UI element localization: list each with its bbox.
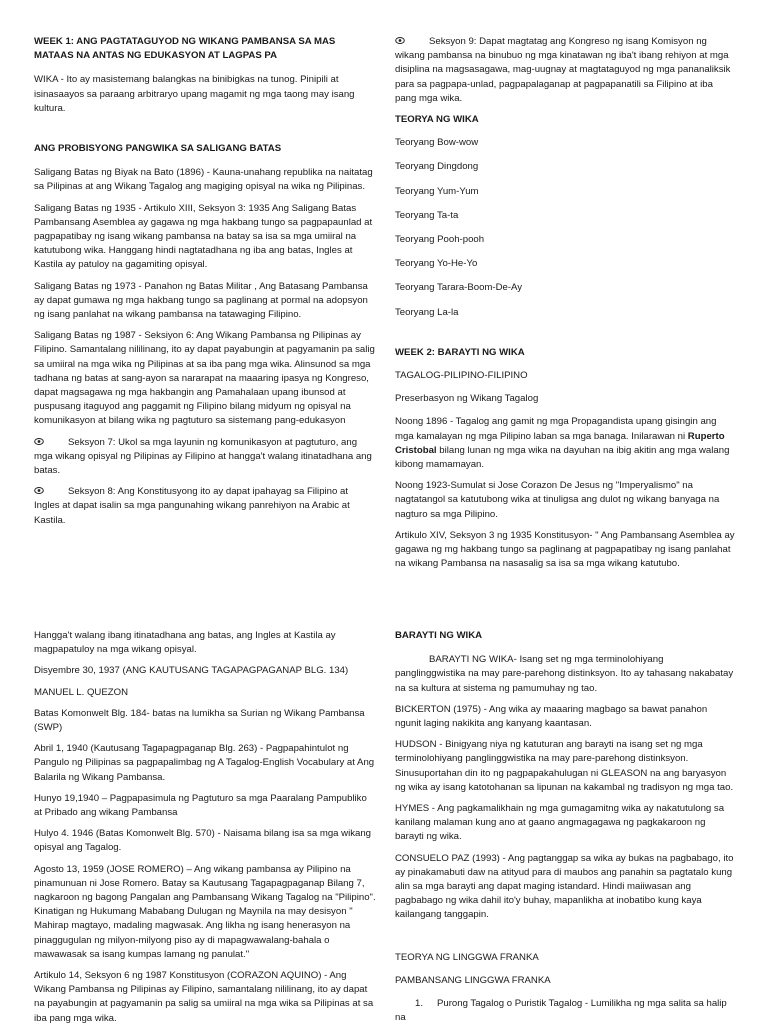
teorya-title: TEORYA NG WIKA [395,114,479,126]
seksyon-8 [34,485,376,528]
teorya-item: Teoryang Dingdong [395,161,479,173]
eye-bullet-icon [34,437,44,446]
list-item [395,997,735,1025]
artikulo-xiv: Artikulo XIV, Seksyon 3 ng 1935 Konstitusyon- " Ang Pambansang Asemblea ay gagawa ng mg hakbang tungo sa paglinang at pagpapatibay ng isang panlahat na wikang Pambansa na nasasalig sa isa sa mga wikang katutubo. [395,529,735,570]
paragraph-1935: Saligang Batas ng 1935 - Artikulo XIII, Seksyon 3: 1935 Ang Saligang Batas Pambansang Asemblea ay gagawa ng mga hakbang tungo sa pagpapaunlad at pagpapatibay ng isang wikang pambansa na batay sa isa sa mga umiiral na katutubong wika. Hanggang hindi nagtatadhana ng iba ang batas, Ingles at Kastila ay patuloy na gagamiting opisyal. [34,202,373,271]
ruperto-cristobal: Ruperto Cristobal [395,430,725,456]
page1-left-column [34,35,376,535]
seksyon-9-text: Seksyon 9: Dapat magtatag ang Kongreso ng isang Komisyon ng wikang pambansa na binubuo ng mga kinatawan ng iba't ibang rehiyon at mga disiplina na magsasagawa, mag-uugnay at magtataguyod ng mga pananaliksik para sa pagpapa-unlad, pagpapalaganap at pagpapanatili sa Filipino at iba pang mga wika. [395,36,731,104]
probisyon-title: ANG PROBISYONG PANGWIKA SA SALIGANG BATAS [34,143,282,155]
artikulo-14-1987: Artikulo 14, Seksyon 6 ng 1987 Konstitusyon (CORAZON AQUINO) - Ang Wikang Pambansa ng Pilipinas ay Filipino, samantalang nililinang, ito ay dapat na payabungin at pagyamanin pa salig sa umiiral na mga wika sa Pilipinas at sa iba pang mga wika. [34,970,374,1024]
noong-1923: Noong 1923-Sumulat si Jose Corazon De Jesus ng "Imperyalismo" na nagtatangol sa katutubong wika at tinuligsa ang dulot ng wikang banyaga na nagturo sa mga Pilipino. [395,480,720,520]
page2-right-column [395,629,735,1032]
abril-1940: Abril 1, 1940 (Kautusang Tagapagpaganap Blg. 263) - Pagpapahintulot ng Pangulo ng Pilipinas sa pagpapalimbag ng A Tagalog-English Vocabulary at Ang Balarila ng Wikang Pambansa. [34,743,375,783]
teorya-item: Teoryang La-la [395,306,459,318]
teorya-item: Teoryang Yum-Yum [395,185,479,197]
noong-1896 [395,415,735,472]
batas-184: Batas Komonwelt Blg. 184- batas na lumikha sa Surian ng Wikang Pambansa (SWP) [34,707,365,734]
hulyo-1946: Hulyo 4. 1946 (Batas Komonwelt Blg. 570) - Naisama bilang isa sa mga wikang opisyal ang Tagalog. [34,828,372,854]
seksyon-7 [34,436,376,479]
agosto-1959: Agosto 13, 1959 (JOSE ROMERO) – Ang wikang pambansa ay Pilipino na pinamunuan ni Jose Romero. Batay sa Kautusang Tagapagpaganap Bilang 7, nagkaroon ng bagong Pangalan ang Pambansang Wikang Tagalog na "Pilipino". Kinatigan ng Hukumang Mababang Dulugan ng Maynila na may desisyon " Mahirap magtayo, madaling magwasak. Ang likha ng isang henerasyon na pinaggugulan ng milyon-milyong piso ay di mapagwawalang-bahala o mawawasak sa isang kumpas lamang ng panulat." [34,863,376,960]
barayti-definition-text: BARAYTI NG WIKA- Isang set ng mga terminolohiyang panglinggwistika na may pare-parehong distinksyon. Ito ay tahasang nakabatay na sa kultura at sistema ng pamumuhay ng tao. [395,654,734,694]
list-item-text: Purong Tagalog o Puristik Tagalog - Lumilikha ng mga salita sa halip na [395,998,727,1024]
paragraph-biyak-na-bato: Saligang Batas ng Biyak na Bato (1896) - Kauna-unahang republika na naitatag sa Pilipinas at ang Wikang Tagalog ang magiging opisyal na wika ng Pilipinas. [34,167,373,193]
page2-left-column [34,629,376,1033]
teorya-item: Teoryang Pooh-pooh [395,234,485,246]
lingua-franca-title: TEORYA NG LINGGWA FRANKA [395,951,539,963]
manuel-quezon: MANUEL L. QUEZON [34,686,128,698]
disyembre-1937: Disyembre 30, 1937 (ANG KAUTUSANG TAGAPAGPAGANAP BLG. 134) [34,665,349,677]
week1-title: WEEK 1: ANG PAGTATAGUYOD NG WIKANG PAMBANSA SA MAS MATAAS NA ANTAS NG EDUKASYON AT LAGPAS PA [34,36,336,62]
teorya-item: Teoryang Yo-He-Yo [395,258,478,270]
pambansang-lingua-franca: PAMBANSANG LINGGWA FRANKA [395,974,551,986]
eye-bullet-icon [395,36,405,45]
hangga-paragraph: Hangga't walang ibang itinatadhana ang batas, ang Ingles at Kastila ay magpapatuloy na mga wikang opisyal. [34,630,336,656]
paragraph-1987: Saligang Batas ng 1987 - Seksiyon 6: Ang Wikang Pambansa ng Pilipinas ay Filipino. Samantalang nililinang, ito ay dapat payabungin at pagyamanin pa salig sa umiiral na mga wika ng Pilipinas at sa iba pang mga wika. Alinsunod sa mga tadhana ng batas at sang-ayon sa nararapat na maaaring ipasya ng Kongreso, dapat magsagawa ng mga hakbangin ang Pamahalaan upang ibunsod at puspusang itaguyod ang paggamit ng Filipino bilang midyum ng opisyal na komunikasyon at bilang wika ng pagtuturo sa sistemang pang-edukasyon [34,330,375,427]
seksyon-9 [395,35,735,106]
barayti-definition [395,653,735,696]
preserbasyon: Preserbasyon ng Wikang Tagalog [395,393,539,405]
week2-title: WEEK 2: BARAYTI NG WIKA [395,346,525,358]
hymes: HYMES - Ang pagkamalikhain ng mga gumagamitng wika ay nakatutulong sa kanilang malaman kung ano at gaano angmagagawa ng pagkakaroon ng barayti ng wika. [395,803,725,843]
wika-definition: WIKA - Ito ay masistemang balangkas na binibigkas na tunog. Pinipili at isinasaayos sa paraang arbitraryo upang magamit ng mga taong may isang kultura. [34,74,355,114]
tagalog-pilipino-filipino: TAGALOG-PILIPINO-FILIPINO [395,370,528,382]
list-number: 1. [415,998,424,1010]
page1-right-column [395,35,735,578]
teorya-list [395,136,735,320]
noong-1896-text-a: Noong 1896 - Tagalog ang gamit ng mga Propagandista upang gisingin ang mga kamalayan ng mga Pilipino laban sa mga banaga. Inilarawan ni [395,416,717,442]
seksyon-7-text: Seksyon 7: Ukol sa mga layunin ng komunikasyon at pagtuturo, ang mga wikang opisyal ng Pilipinas ay Filipino at hangga't walang itinatadhana ang batas. [34,436,372,477]
consuelo-paz: CONSUELO PAZ (1993) - Ang pagtanggap sa wika ay bukas na pagbabago, ito ay pinakamabuti daw na atityud para di maubos ang panahin sa pagtatalo kung alin sa mga barayti ang dapat maging istandard. Hindi maiiwasan ang pagbabago ng wika dahil ito'y buhay, mapanlikha at inobatibo kung kaya kailangang tanggapin. [395,852,734,921]
teorya-item: Teoryang Tarara-Boom-De-Ay [395,282,523,294]
hudson: HUDSON - Binigyang niya ng katuturan ang barayti na isang set ng mga terminolohiyang panglinggwistika na may pare-parehong distinksyon. Sinusuportahan din ito ng pagpapakahulugan ni GLEASON na ang baryasyon ng wika ay isang katotohanan sa lipunan na kakambal ng tradisyon ng mga tao. [395,739,734,793]
bickerton: BICKERTON (1975) - Ang wika ay maaaring magbago sa bawat panahon ngunit laging nakikita ang kanyang kaantasan. [395,703,708,730]
teorya-item: Teoryang Ta-ta [395,209,459,221]
eye-bullet-icon [34,486,44,495]
teorya-item: Teoryang Bow-wow [395,137,479,149]
paragraph-1973: Saligang Batas ng 1973 - Panahon ng Batas Militar , Ang Batasang Pambansa ay dapat gumawa ng mga hakbang tungo sa paglinang at pormal na adopsyon ng isang panlahat na wikang pambansa na tatawaging Filipino. [34,280,368,321]
noong-1896-text-b: bilang lunan ng mga wika na dayuhan na ibig akitin ang mga walang kibong mamamayan. [395,444,730,471]
hunyo-1940: Hunyo 19,1940 – Pagpapasimula ng Pagtuturo sa mga Paaralang Pampubliko at Pribado ang wikang Pambansa [34,792,367,819]
seksyon-8-text: Seksyon 8: Ang Konstitusyong ito ay dapat ipahayag sa Filipino at Ingles at dapat isalin sa mga pangunahing wikang panrehiyon na Arabic at Kastila. [34,486,350,526]
barayti-title: BARAYTI NG WIKA [395,630,483,641]
